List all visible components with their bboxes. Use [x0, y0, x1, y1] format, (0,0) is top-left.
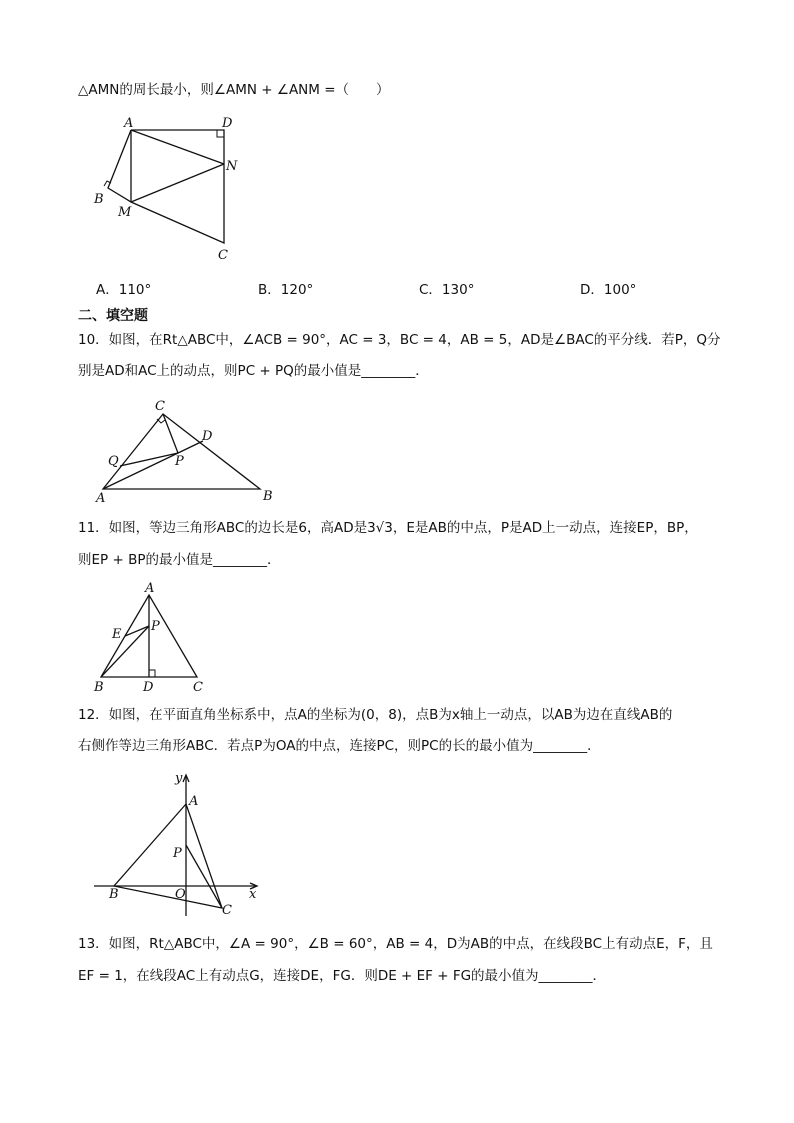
q13-line2: EF = 1，在线段AC上有动点G，连接DE，FG．则DE + EF + FG的最小值为________． — [78, 968, 607, 984]
q9-label-c: C — [218, 248, 228, 263]
q9-option-a: A．110° — [96, 282, 152, 298]
q10-line2: 别是AD和AC上的动点，则PC + PQ的最小值是________． — [78, 363, 429, 379]
q10-label-a: A — [96, 491, 106, 506]
q11-label-b: B — [94, 680, 104, 695]
q10-label-p: P — [175, 454, 184, 469]
q12-label-c: C — [222, 903, 232, 918]
q12-label-a: A — [189, 794, 199, 809]
q12-line2: 右侧作等边三角形ABC．若点P为OA的中点，连接PC，则PC的长的最小值为________． — [78, 738, 601, 754]
q11-line1: 11．如图，等边三角形ABC的边长是6，高AD是3√3，E是AB的中点，P是AD上一动点，连接EP，BP， — [78, 520, 698, 536]
q12-label-y: y — [175, 771, 183, 786]
q9-option-d: D．100° — [580, 282, 637, 298]
section-title: 二、填空题 — [78, 308, 148, 324]
q11-label-a: A — [145, 581, 155, 596]
q9-option-c: C．130° — [419, 282, 475, 298]
q12-line1: 12．如图，在平面直角坐标系中，点A的坐标为(0，8)，点B为x轴上一动点，以AB为边在直线AB的 — [78, 707, 673, 723]
q11-label-d: D — [143, 680, 154, 695]
q10-label-d: D — [202, 429, 213, 444]
q12-label-o: O — [175, 887, 186, 902]
q12-label-b: B — [109, 887, 119, 902]
q9-label-d: D — [222, 116, 233, 131]
q12-triangle-abc — [114, 804, 222, 908]
q10-line1: 10．如图，在Rt△ABC中，∠ACB = 90°，AC = 3，BC = 4，AB = 5，AD是∠BAC的平分线．若P，Q分 — [78, 332, 721, 348]
q9-label-a: A — [124, 116, 134, 131]
q9-text: △AMN的周长最小，则∠AMN + ∠ANM =（ ） — [78, 82, 390, 98]
q9-option-b: B．120° — [258, 282, 314, 298]
q11-label-p: P — [151, 619, 160, 634]
q9-label-b: B — [94, 192, 104, 207]
q10-label-b: B — [263, 489, 273, 504]
q12-label-p: P — [173, 846, 182, 861]
q11-line2: 则EP + BP的最小值是________． — [78, 552, 281, 568]
q10-label-c: C — [155, 399, 165, 414]
q10-label-q: Q — [108, 454, 119, 469]
q9-label-n: N — [226, 159, 238, 174]
q9-label-m: M — [118, 205, 132, 220]
q11-label-c: C — [193, 680, 203, 695]
q13-line1: 13．如图，Rt△ABC中，∠A = 90°，∠B = 60°，AB = 4，D为AB的中点，在线段BC上有动点E，F，且 — [78, 936, 713, 952]
q12-label-x: x — [249, 887, 257, 902]
q11-label-e: E — [112, 627, 122, 642]
